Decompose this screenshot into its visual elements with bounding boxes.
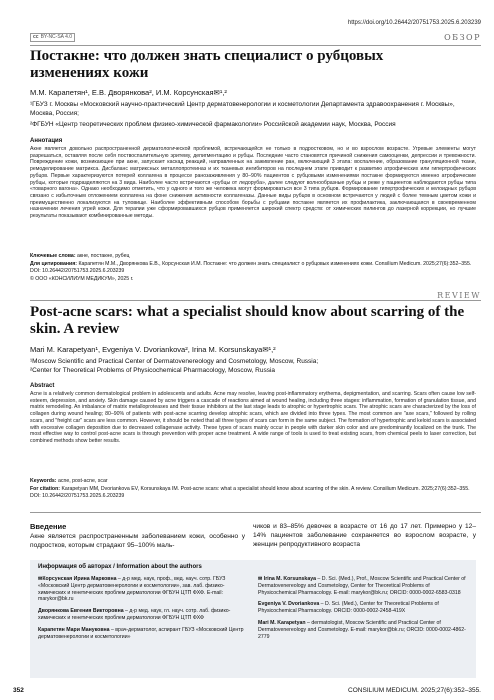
author-name: Mari M. Karapetyan [258,619,306,626]
intro-text-right: чиков и 83–85% девочек в возрасте от 16 до 17 лет. Примерно у 12–14% пациентов заболевание сохраняется во взрослом возрасте, у женщин репродуктивного возраста [253,523,476,548]
affiliation-en-1: ¹Moscow Scientific and Practical Center of Dermatovenereology and Cosmetology, Moscow, Russia; [30,358,319,365]
license-badge [30,33,75,42]
abstract-en: Acne is a relatively common dermatological problem in adolescents and adults. Acne may resolve, leaving post-inflammatory erythema, depigmentation, and scarring. Scars often cause low self-esteem, depression, and anxiety. Skin damage caused by acne triggers a cascade of reactions aimed at wound healing, including three stages: inflammation, formation of granulation tissue, and matrix remodeling. An imbalance of matrix metalloproteases and their tissue inhibitors at the last stage leads to atrophic or hypertrophic scars. The atrophic scars are characterized by the loss of collagen during wound healing; 80–90% of patients with post-acne scarring develop atrophic scars, which are divided into three types. The most common are "axe scars," followed by rolling scars, and "freight car" scars are less common. However, it should be noted that all three types of scars can form in the same subject. The formation of hypertrophic and keloid scars is associated with excessive collagen deposition due to decreased collagenase activity. These types of scars mainly occur in people with darker skin color and are predominantly localized on the trunk. The most effective way to control post-acne scars is through prevention with proper acne treatment. A wide range of tools is used to treat existing scars, from chemical peels to laser correction, but combined methods show better results. [30,391,476,444]
author-details: – д-р мед. наук, проф., вед. науч. сотр. ГБУЗ «Московский Центр дерматовенерологии и косметологии», зав. лаб. физико-химических и генетических проблем дерматологии ФГБУН ЦТП ФХФ. E-mail: marykor@bk.ru [38,576,226,603]
author-entry-ru [38,627,248,641]
article-title-ru: Постакне: что должен знать специалист о рубцовых изменениях кожи [30,48,384,81]
keywords-ru [30,253,476,260]
citation-ru [30,261,476,274]
citation-label-en: For citation: [30,486,60,492]
author-info-box [30,560,476,678]
author-name: Дворянкова Евгения Викторовна [38,608,124,615]
citation-en [30,486,476,499]
author-entry-en [258,576,468,596]
intro-text-left: Акне является распространенным заболеванием кожи, особенно у подростков, которым страдают 95–100% маль- [30,533,245,549]
author-info-en [258,576,468,645]
journal-reference: CONSILIUM MEDICUM. 2025;27(6):352–355. [348,687,481,694]
citation-label-ru: Для цитирования: [30,261,77,267]
keywords-label-en: Keywords: [30,478,57,484]
page-number: 352 [13,687,24,694]
author-info-ru [38,576,248,645]
authors-en: Mari M. Karapetyan¹, Evgeniya V. Dvoriankova², Irina M. Korsunskaya✉¹,² [30,345,276,354]
keywords-value-en: acne, post-acne, scar [57,478,108,484]
doi-link[interactable]: https://doi.org/10.26442/20751753.2025.6.203239 [347,20,481,26]
author-details: – dermatologist, Moscow Scientific and Practical Center of Dermatovenereology and Cosmetology. E-mail: marykor@bk.ru; ORCID: 0000-0002-4862-2779 [258,619,466,640]
author-entry-ru [38,576,248,603]
abstract-ru: Акне является довольно распространенной дерматологической проблемой, встречающейся не только в подростковом, но и во взрослом возрасте. Угревые элементы могут разрешаться, оставляя после себя поствоспалительную эритему, депигментацию и рубцы. Последние часто становятся причиной снижения самооценки, депрессии и тревожности. Повреждение кожи, возникающее при акне, запускает каскад реакций, направленных на заживление ран, включающий 3 этапа: воспаление, образование грануляционной ткани, ремоделирование матрикса. Дисбаланс матриксных металлопротеиназ и их тканевых ингибиторов на последнем этапе приводит к развитию атрофических или гипертрофических рубцов. Первые характеризуются потерей коллагена в процессе ранозаживления у 80–90% пациентов с рубцовыми изменениями постакне формируются именно атрофические рубцы, которые подразделяются на 3 вида. Наиболее часто встречаются «рубцы от ледоруба», далее следуют волнообразные рубцы и реже у пациентов наблюдаются рубцы типа «товарного вагона». Однако необходимо отметить, что у одного и того же человека могут формироваться все 3 типа рубцов. Формирование гипертрофических и келоидных рубцов связано с избыточным отложением коллагена на фоне снижения активности коллагеназы. Данные виды рубцов в основном встречаются у людей с более темным цветом кожи и преимущественно локализуются на туловище. Наиболее эффективным способом борьбы с рубцами постакне является их профилактика, заключающаяся в своевременном назначении лечения угрей кожи. Для терапии уже сформировавшихся рубцов применяется широкий спектр средств: от химических пилингов до лазерной коррекции, но лучшие результаты показывают комбинированные методы. [30,146,476,220]
section-label-ru: ОБЗОР [444,32,481,42]
author-info-title: Информация об авторах / Information about the authors [38,564,202,570]
copyright: © ООО «КОНСИЛИУМ МЕДИКУМ», 2025 г. [30,276,134,282]
keywords-value-ru: акне, постакне, рубец [77,253,130,259]
keywords-label-ru: Ключевые слова: [30,253,76,259]
author-name: ✉ Irina M. Korsunskaya [258,576,316,582]
affiliation-ru-1: ¹ГБУЗ г. Москвы «Московский научно-практический Центр дерматовенерологии и косметологии Департамента здравоохранения г. Москвы», Москва, Россия; [30,101,455,117]
cc-icon: cc [33,34,39,40]
author-details: – D. Sci. (Med.), Prof., Moscow Scientific and Practical Center of Dermatovenereology and Cosmetology, Center for Theoretical Problems of Physicochemical Pharmacology. E-mail: marykor@bk.ru; ORCID: 0000-0002-6583-0318 [258,576,466,596]
citation-value-en: Karapetyan MM, Dvoriankova EV, Korsunskaya IM. Post-acne scars: what a specialist should know about scarring of the skin. A review. Consilium Medicum. 2025;27(6):352–355. DOI: 10.26442/20751753.2025.6.203239 [30,486,470,499]
license-text: BY-NC-SA 4.0 [40,34,73,40]
author-name: ✉Корсунская Ирина Марковна [38,576,117,582]
article-title-en: Post-acne scars: what a specialist should know about scarring of the skin. A review [30,304,465,337]
keywords-en [30,478,476,485]
authors-ru: М.М. Карапетян¹, Е.В. Дворянкова², И.М. Корсунская✉¹,² [30,88,227,97]
divider [30,300,481,301]
divider [30,512,481,513]
page-footer [13,687,481,694]
abstract-heading-en: Abstract [30,383,55,389]
author-name: Evgeniya V. Dvoriankova [258,601,320,608]
affiliation-en-2: ²Center for Theoretical Problems of Physicochemical Pharmacology, Moscow, Russia [30,367,276,374]
section-label-en: REVIEW [437,291,481,300]
author-details: – D. Sci. (Med.), Center for Theoretical Problems of Physicochemical Pharmacology. ORCID: 0000-0002-2458-419X [258,601,439,615]
intro-heading: Введение [30,522,67,531]
author-details: – врач-дерматолог, аспирант ГБУЗ «Московский Центр дерматовенерологии и косметологии» [38,626,244,640]
top-bar [30,30,481,44]
author-entry-en [258,601,468,615]
affiliation-ru-2: ²ФГБУН «Центр теоретических проблем физико-химической фармакологии» Российской академии наук, Москва, Россия [30,121,396,128]
citation-value-ru: Карапетян М.М., Дворянкова Е.В., Корсунская И.М. Постакне: что должен знать специалист о рубцовых изменениях кожи. Consilium Medicum. 2025;27(6):352–355. DOI: 10.26442/20751753.2025.6.203239 [30,261,472,274]
author-name: Карапетян Мари Мануковна [38,626,110,633]
author-details: – д-р мед. наук, гл. науч. сотр. лаб. физико-химических и генетических проблем дерматологии ФГБУН ЦТП ФХФ [38,608,231,621]
author-entry-ru [38,608,248,622]
abstract-heading-ru: Аннотация [30,138,63,144]
author-entry-en [258,620,468,640]
divider [30,45,481,46]
